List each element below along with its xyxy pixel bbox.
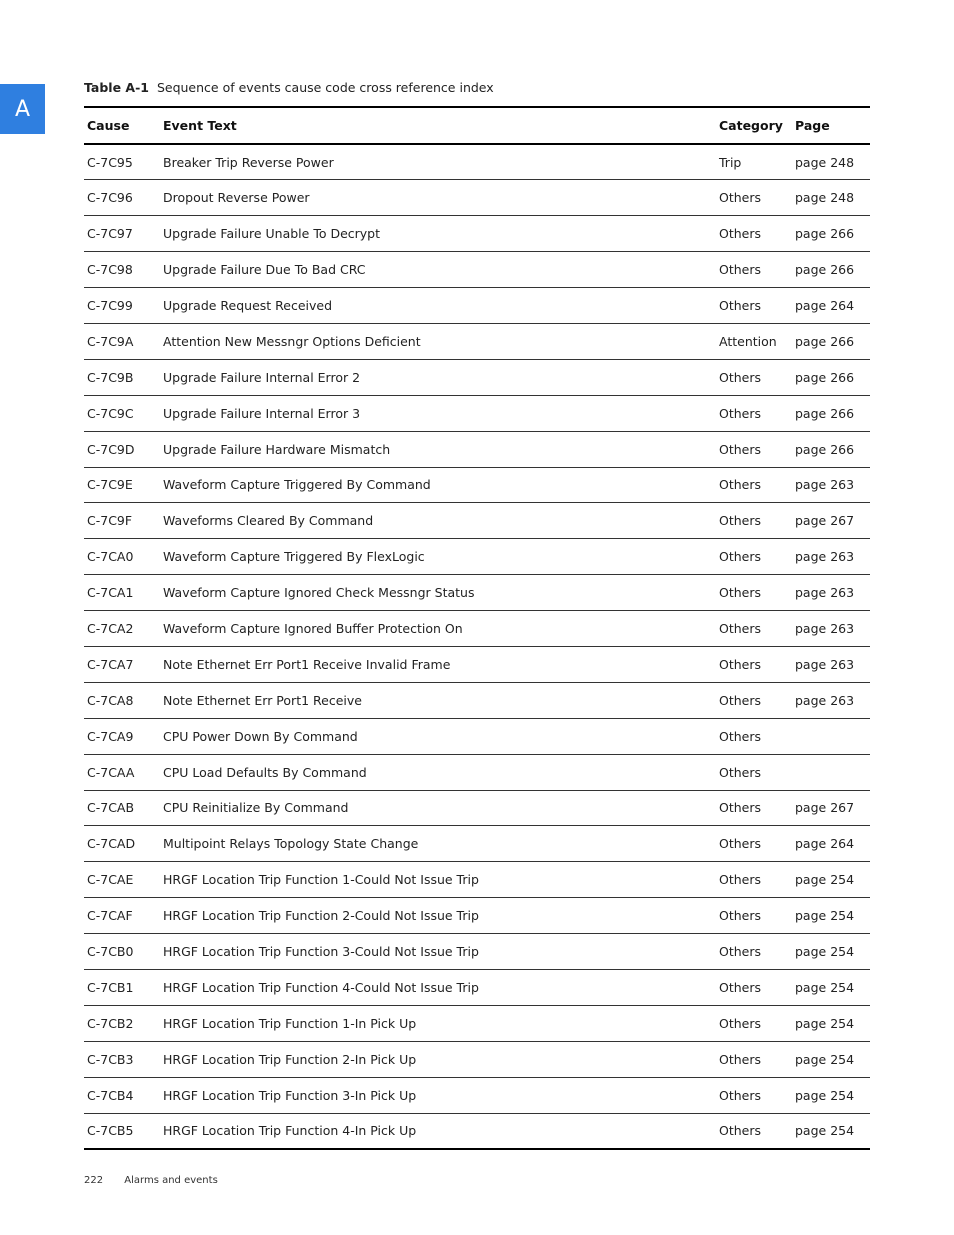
table-row: [84, 431, 870, 467]
cell-cause: C-7CB3: [84, 1041, 160, 1077]
cell-page: page 263: [792, 467, 870, 503]
page-footer: [84, 1175, 218, 1186]
cell-category: Others: [716, 718, 792, 754]
footer-page-number: 222: [84, 1175, 104, 1186]
cell-event-text: CPU Power Down By Command: [160, 718, 716, 754]
table-caption-text: Sequence of events cause code cross reference index: [156, 80, 494, 95]
cell-category: Others: [716, 790, 792, 826]
cell-cause: C-7C9F: [84, 503, 160, 539]
table-caption-label: Table A-1: [84, 80, 149, 95]
cell-page: page 254: [792, 1077, 870, 1113]
cell-category: Trip: [716, 144, 792, 180]
cell-cause: C-7C95: [84, 144, 160, 180]
cell-event-text: Waveforms Cleared By Command: [160, 503, 716, 539]
cell-event-text: HRGF Location Trip Function 2-Could Not Issue Trip: [160, 898, 716, 934]
cell-category: Others: [716, 467, 792, 503]
section-tab-a: [0, 84, 45, 134]
cell-cause: C-7CAE: [84, 862, 160, 898]
cell-category: Others: [716, 862, 792, 898]
cell-category: Others: [716, 359, 792, 395]
table-row: [84, 575, 870, 611]
cell-cause: C-7C9D: [84, 431, 160, 467]
cell-cause: C-7C99: [84, 288, 160, 324]
cell-page: [792, 754, 870, 790]
cell-category: Others: [716, 934, 792, 970]
cell-cause: C-7CB5: [84, 1113, 160, 1149]
cell-page: page 267: [792, 503, 870, 539]
cause-code-table: [84, 106, 870, 1150]
table-caption: [84, 80, 494, 95]
section-tab-letter: A: [14, 96, 31, 122]
table-row: [84, 539, 870, 575]
cell-event-text: HRGF Location Trip Function 3-In Pick Up: [160, 1077, 716, 1113]
table-row: [84, 969, 870, 1005]
table-row: [84, 503, 870, 539]
cell-category: Others: [716, 898, 792, 934]
cell-event-text: HRGF Location Trip Function 1-Could Not Issue Trip: [160, 862, 716, 898]
table-row: [84, 862, 870, 898]
cell-category: Others: [716, 180, 792, 216]
cell-event-text: Upgrade Failure Internal Error 3: [160, 395, 716, 431]
cell-event-text: CPU Load Defaults By Command: [160, 754, 716, 790]
header-cause: Cause: [84, 107, 160, 144]
cell-category: Others: [716, 575, 792, 611]
cell-page: page 266: [792, 252, 870, 288]
cell-page: page 266: [792, 359, 870, 395]
cell-page: page 264: [792, 288, 870, 324]
cell-cause: C-7CA7: [84, 646, 160, 682]
footer-section: Alarms and events: [124, 1175, 218, 1186]
cell-cause: C-7C9B: [84, 359, 160, 395]
cell-event-text: HRGF Location Trip Function 2-In Pick Up: [160, 1041, 716, 1077]
cell-cause: C-7C97: [84, 216, 160, 252]
table-row: [84, 288, 870, 324]
cell-event-text: HRGF Location Trip Function 4-Could Not Issue Trip: [160, 969, 716, 1005]
table-row: [84, 898, 870, 934]
cell-category: Others: [716, 1113, 792, 1149]
cell-cause: C-7C98: [84, 252, 160, 288]
cell-cause: C-7CB4: [84, 1077, 160, 1113]
cell-category: Others: [716, 216, 792, 252]
cell-event-text: Waveform Capture Ignored Buffer Protection On: [160, 611, 716, 647]
table-row: [84, 611, 870, 647]
table-row: [84, 826, 870, 862]
cell-page: page 254: [792, 1113, 870, 1149]
table-row: [84, 790, 870, 826]
cell-cause: C-7CA9: [84, 718, 160, 754]
cell-category: Others: [716, 969, 792, 1005]
cell-page: page 263: [792, 646, 870, 682]
cell-category: Others: [716, 539, 792, 575]
table-row: [84, 718, 870, 754]
cell-page: page 263: [792, 611, 870, 647]
cell-category: Others: [716, 826, 792, 862]
cell-page: page 263: [792, 575, 870, 611]
table-row: [84, 216, 870, 252]
cell-event-text: Waveform Capture Triggered By FlexLogic: [160, 539, 716, 575]
cell-event-text: Upgrade Failure Hardware Mismatch: [160, 431, 716, 467]
cell-event-text: Waveform Capture Ignored Check Messngr Status: [160, 575, 716, 611]
cell-cause: C-7CB0: [84, 934, 160, 970]
table-header-row: [84, 107, 870, 144]
table-body: [84, 144, 870, 1149]
cell-event-text: Upgrade Request Received: [160, 288, 716, 324]
cell-cause: C-7CA8: [84, 682, 160, 718]
header-category: Category: [716, 107, 792, 144]
cell-category: Others: [716, 1041, 792, 1077]
cell-page: page 254: [792, 898, 870, 934]
cell-cause: C-7CA0: [84, 539, 160, 575]
table-row: [84, 1005, 870, 1041]
cell-event-text: Waveform Capture Triggered By Command: [160, 467, 716, 503]
cell-category: Others: [716, 611, 792, 647]
cell-page: page 267: [792, 790, 870, 826]
cell-event-text: Multipoint Relays Topology State Change: [160, 826, 716, 862]
cell-cause: C-7CAF: [84, 898, 160, 934]
table-row: [84, 754, 870, 790]
cell-category: Others: [716, 503, 792, 539]
header-event-text: Event Text: [160, 107, 716, 144]
cell-category: Others: [716, 1005, 792, 1041]
cell-page: page 264: [792, 826, 870, 862]
header-page: Page: [792, 107, 870, 144]
cell-page: page 263: [792, 682, 870, 718]
cell-page: page 266: [792, 395, 870, 431]
table-row: [84, 1113, 870, 1149]
cell-page: page 254: [792, 969, 870, 1005]
cell-cause: C-7CB2: [84, 1005, 160, 1041]
cell-cause: C-7CA2: [84, 611, 160, 647]
cell-cause: C-7C9A: [84, 323, 160, 359]
cell-page: page 254: [792, 1041, 870, 1077]
cell-category: Others: [716, 754, 792, 790]
cell-page: page 266: [792, 323, 870, 359]
cell-cause: C-7CA1: [84, 575, 160, 611]
cell-event-text: HRGF Location Trip Function 1-In Pick Up: [160, 1005, 716, 1041]
cell-event-text: Upgrade Failure Unable To Decrypt: [160, 216, 716, 252]
cell-page: page 263: [792, 539, 870, 575]
table-row: [84, 934, 870, 970]
table-row: [84, 1041, 870, 1077]
cell-event-text: HRGF Location Trip Function 3-Could Not Issue Trip: [160, 934, 716, 970]
cell-page: page 266: [792, 431, 870, 467]
cell-event-text: Attention New Messngr Options Deficient: [160, 323, 716, 359]
cell-event-text: CPU Reinitialize By Command: [160, 790, 716, 826]
cell-cause: C-7C9E: [84, 467, 160, 503]
cell-category: Others: [716, 252, 792, 288]
table-row: [84, 1077, 870, 1113]
cell-page: [792, 718, 870, 754]
cell-category: Others: [716, 431, 792, 467]
cell-category: Others: [716, 395, 792, 431]
cell-event-text: Note Ethernet Err Port1 Receive Invalid Frame: [160, 646, 716, 682]
cell-event-text: Dropout Reverse Power: [160, 180, 716, 216]
cell-event-text: Upgrade Failure Internal Error 2: [160, 359, 716, 395]
cell-cause: C-7CAA: [84, 754, 160, 790]
cell-page: page 254: [792, 1005, 870, 1041]
cell-cause: C-7CB1: [84, 969, 160, 1005]
table-header: [84, 107, 870, 144]
cell-cause: C-7C96: [84, 180, 160, 216]
cell-page: page 254: [792, 934, 870, 970]
cell-event-text: Breaker Trip Reverse Power: [160, 144, 716, 180]
table-row: [84, 180, 870, 216]
cell-category: Others: [716, 1077, 792, 1113]
table-row: [84, 682, 870, 718]
cell-category: Attention: [716, 323, 792, 359]
table-row: [84, 144, 870, 180]
cell-cause: C-7CAB: [84, 790, 160, 826]
cell-event-text: HRGF Location Trip Function 4-In Pick Up: [160, 1113, 716, 1149]
cell-category: Others: [716, 682, 792, 718]
table-row: [84, 646, 870, 682]
table-row: [84, 359, 870, 395]
cell-page: page 254: [792, 862, 870, 898]
cell-page: page 266: [792, 216, 870, 252]
table-row: [84, 252, 870, 288]
table-row: [84, 467, 870, 503]
cell-cause: C-7CAD: [84, 826, 160, 862]
cell-category: Others: [716, 646, 792, 682]
cell-event-text: Upgrade Failure Due To Bad CRC: [160, 252, 716, 288]
cell-event-text: Note Ethernet Err Port1 Receive: [160, 682, 716, 718]
cell-category: Others: [716, 288, 792, 324]
table-row: [84, 323, 870, 359]
cell-page: page 248: [792, 144, 870, 180]
cell-page: page 248: [792, 180, 870, 216]
cell-cause: C-7C9C: [84, 395, 160, 431]
table-row: [84, 395, 870, 431]
